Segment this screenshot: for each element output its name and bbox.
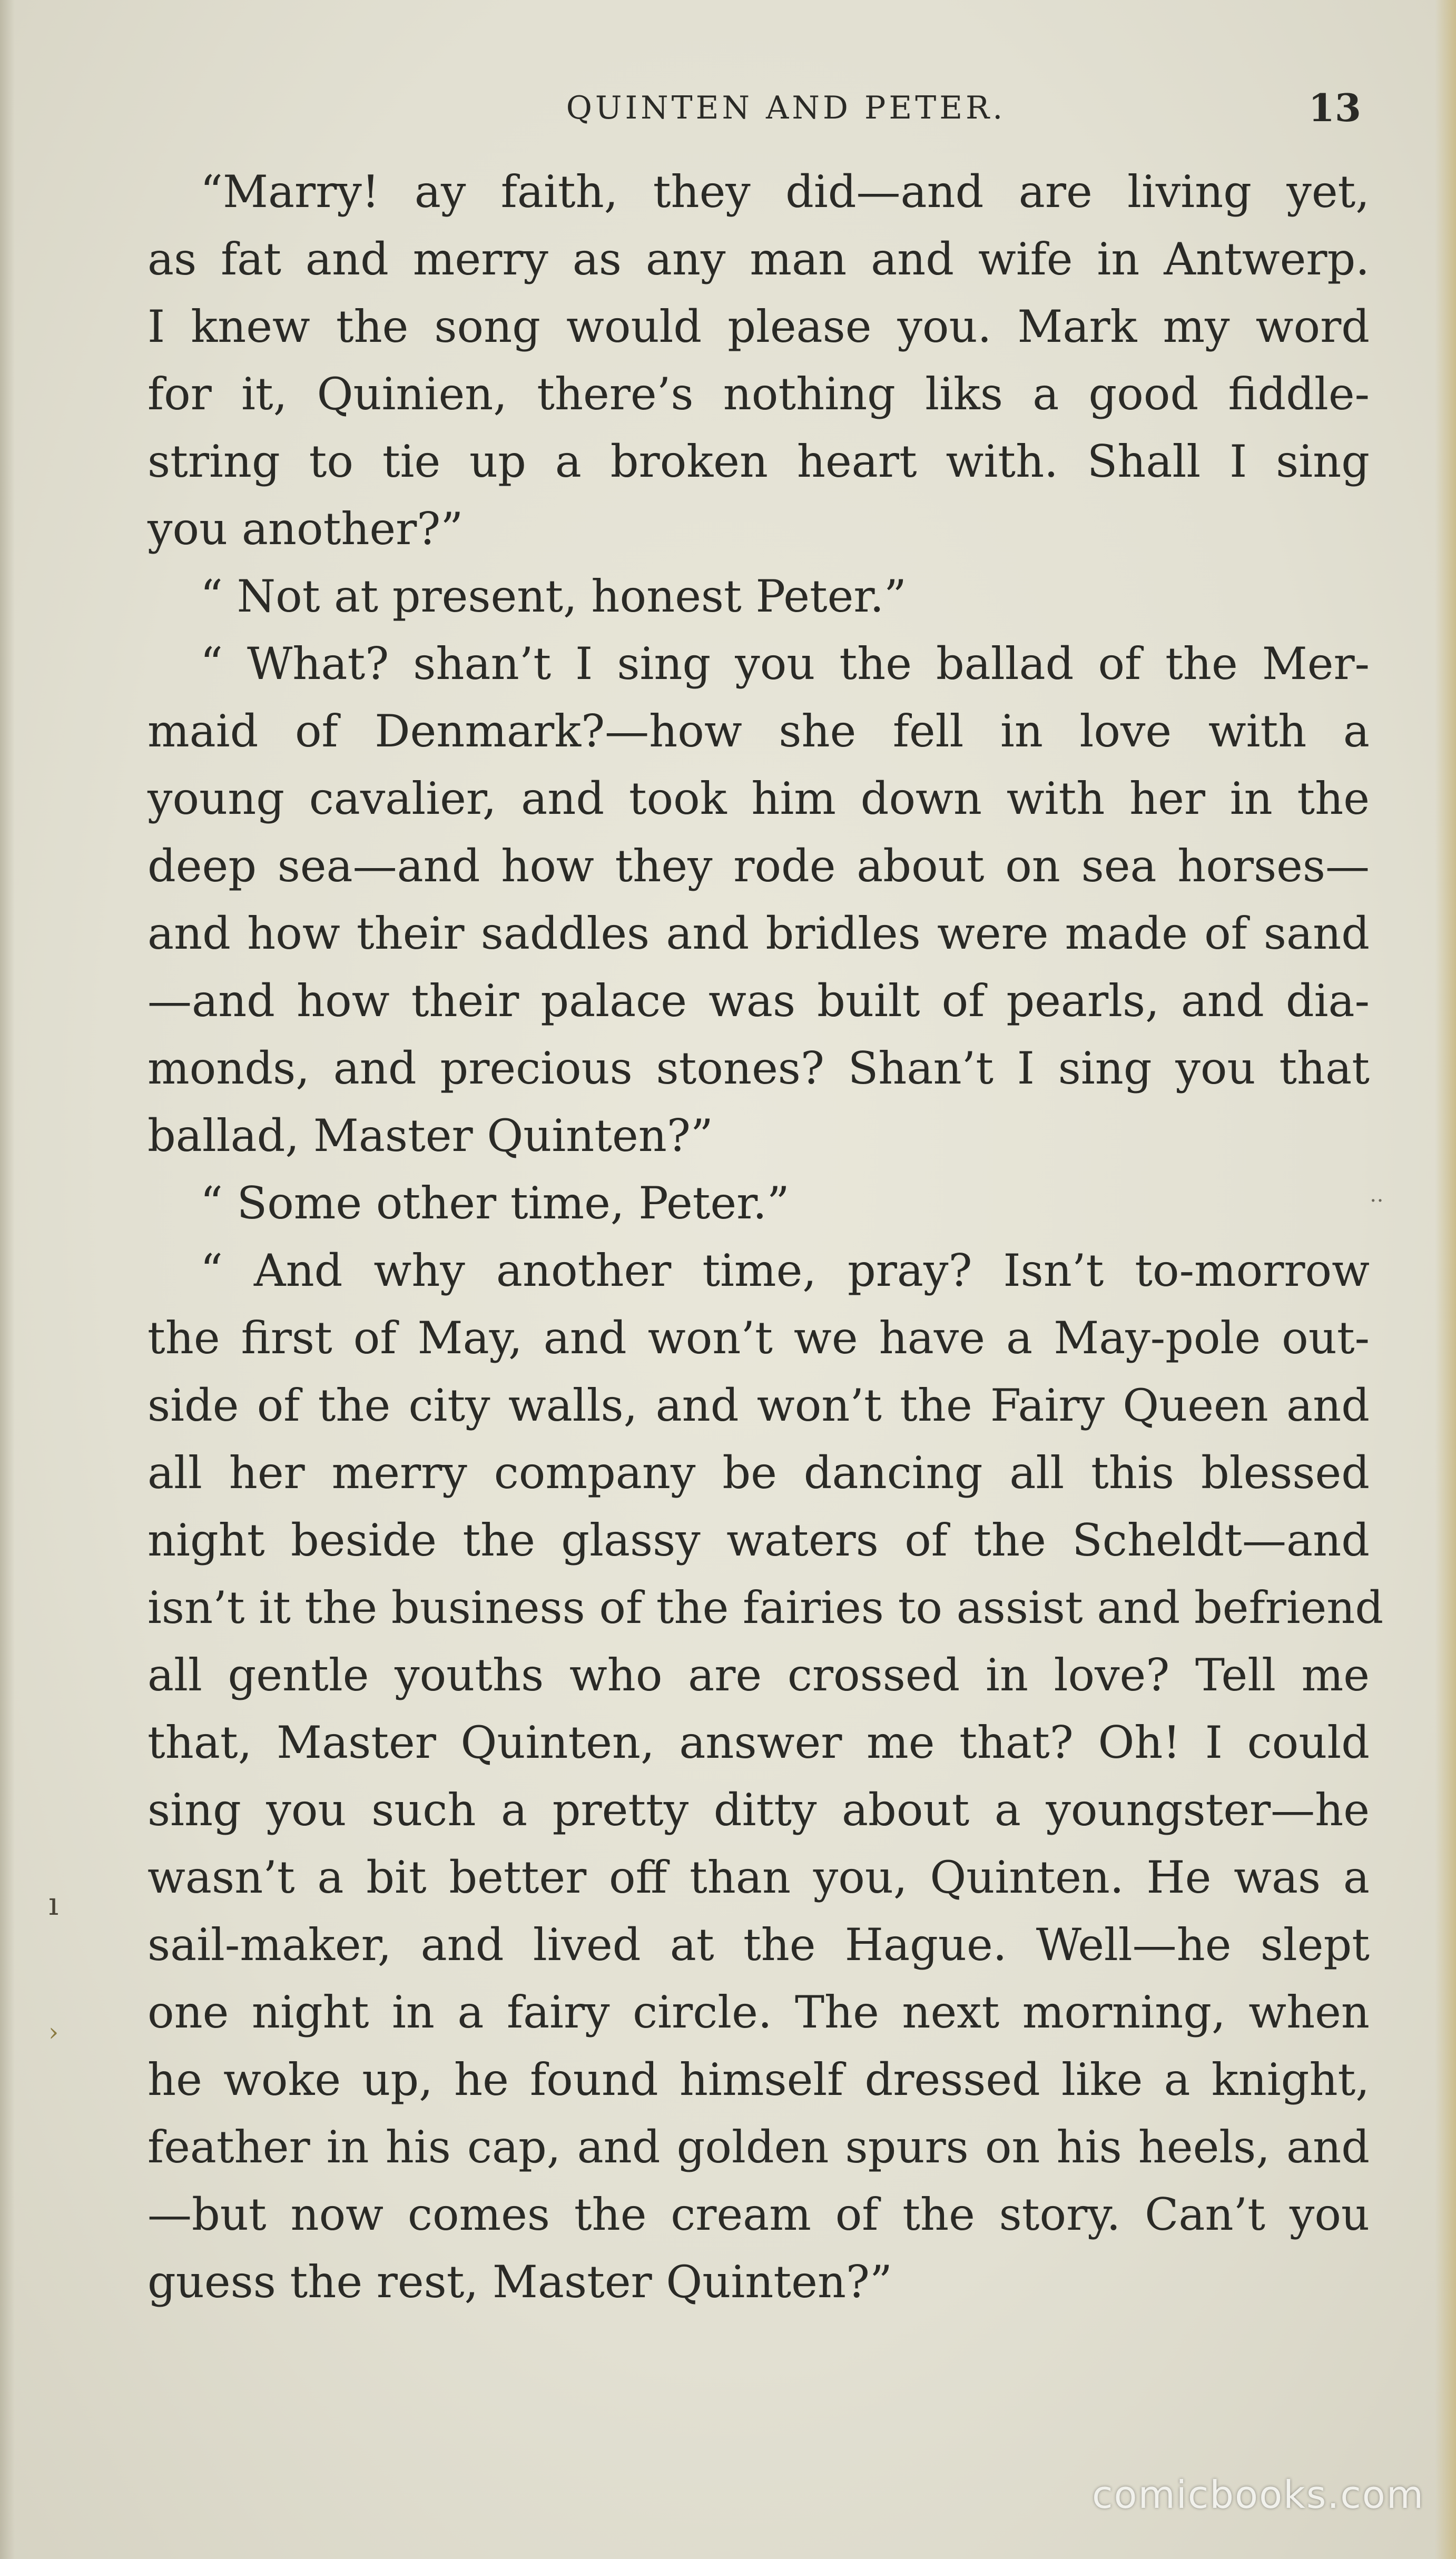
running-head bbox=[95, 79, 1361, 137]
paragraph bbox=[95, 158, 1370, 563]
margin-mark-right: ‥ bbox=[1370, 1183, 1384, 1207]
text-line: —and how their palace was built of pearls, and dia- bbox=[147, 975, 1370, 1027]
text-line: sing you such a pretty ditty about a youngster—he bbox=[147, 1784, 1370, 1836]
text-line: string to tie up a broken heart with. Shall I sing bbox=[147, 436, 1370, 487]
paragraph bbox=[95, 1169, 1370, 1237]
margin-mark-left-1: ı bbox=[48, 1886, 59, 1923]
text-line: “Marry! ay faith, they did—and are living yet, bbox=[200, 166, 1370, 218]
text-line: all her merry company be dancing all this blessed bbox=[147, 1447, 1370, 1499]
paragraph bbox=[95, 630, 1370, 1169]
text-line: monds, and precious stones? Shan’t I sing you that bbox=[147, 1042, 1370, 1094]
text-line: I knew the song would please you. Mark my word bbox=[147, 301, 1370, 352]
text-line: sail-maker, and lived at the Hague. Well—he slept bbox=[147, 1919, 1370, 1971]
running-title: QUINTEN AND PETER. bbox=[566, 90, 1006, 126]
margin-mark-left-2: › bbox=[48, 2017, 59, 2047]
page-right-edge bbox=[1435, 0, 1456, 2559]
text-line: —but now comes the cream of the story. Can’t you bbox=[147, 2189, 1370, 2240]
text-line: and how their saddles and bridles were made of sand bbox=[147, 908, 1370, 959]
text-body bbox=[95, 158, 1384, 2316]
text-line: isn’t it the business of the fairies to assist and befriend bbox=[147, 1582, 1384, 1633]
text-line: “ What? shan’t I sing you the ballad of the Mer- bbox=[200, 638, 1370, 690]
text-line: maid of Denmark?—how she fell in love with a bbox=[147, 705, 1370, 757]
text-line: feather in his cap, and golden spurs on his heels, and bbox=[147, 2121, 1370, 2173]
paragraph bbox=[95, 563, 1370, 630]
text-line: for it, Quinien, there’s nothing liks a good fiddle- bbox=[147, 368, 1370, 420]
text-line: night beside the glassy waters of the Scheldt—and bbox=[147, 1514, 1370, 1566]
text-line: all gentle youths who are crossed in love? Tell me bbox=[147, 1649, 1370, 1701]
text-line: young cavalier, and took him down with her in the bbox=[147, 773, 1370, 824]
text-line: deep sea—and how they rode about on sea horses— bbox=[147, 840, 1370, 892]
text-line: the first of May, and won’t we have a May-pole out- bbox=[147, 1312, 1370, 1364]
text-line: “ And why another time, pray? Isn’t to-morrow bbox=[200, 1245, 1370, 1296]
text-line: as fat and merry as any man and wife in Antwerp. bbox=[147, 233, 1370, 285]
text-line: wasn’t a bit better off than you, Quinten. He was a bbox=[147, 1852, 1370, 1903]
text-line: he woke up, he found himself dressed like a knight, bbox=[147, 2054, 1370, 2105]
text-line: “ Not at present, honest Peter.” bbox=[200, 570, 907, 622]
text-line: “ Some other time, Peter.” bbox=[200, 1177, 790, 1229]
watermark: comicbooks.com bbox=[1091, 2473, 1424, 2517]
text-line: one night in a fairy circle. The next morning, when bbox=[147, 1986, 1370, 2038]
page-number: 13 bbox=[1308, 85, 1361, 130]
text-line: you another?” bbox=[147, 503, 464, 555]
text-line: side of the city walls, and won’t the Fairy Queen and bbox=[147, 1380, 1370, 1431]
text-line: guess the rest, Master Quinten?” bbox=[147, 2256, 892, 2308]
paragraph bbox=[95, 1237, 1384, 2316]
text-line: that, Master Quinten, answer me that? Oh! I could bbox=[147, 1717, 1370, 1768]
page-left-edge bbox=[0, 0, 15, 2559]
text-line: ballad, Master Quinten?” bbox=[147, 1110, 713, 1162]
